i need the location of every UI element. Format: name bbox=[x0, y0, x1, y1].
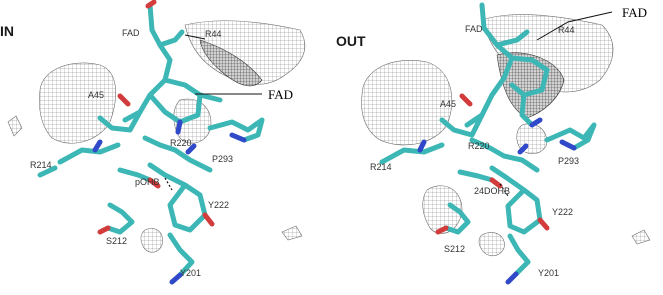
label-p293: P293 bbox=[212, 154, 234, 164]
density-mesh-small bbox=[479, 232, 504, 255]
density-mesh-left bbox=[362, 60, 452, 145]
structure-in-figure bbox=[0, 0, 331, 295]
callout-fad: FAD bbox=[268, 87, 294, 102]
label-y222: Y222 bbox=[552, 207, 574, 217]
label-ligand: pOHB bbox=[135, 177, 160, 187]
label-r44: R44 bbox=[205, 29, 222, 39]
label-s212: S212 bbox=[106, 236, 128, 246]
label-r220: R220 bbox=[468, 141, 490, 151]
structure-out-figure bbox=[332, 0, 663, 295]
label-fad-top: FAD bbox=[465, 24, 483, 34]
label-p293: P293 bbox=[558, 156, 580, 166]
density-mesh-tiny bbox=[282, 226, 302, 240]
label-r220: R220 bbox=[170, 138, 192, 148]
panel-in bbox=[0, 0, 331, 295]
label-r214: R214 bbox=[30, 160, 52, 170]
label-a45: A45 bbox=[440, 99, 457, 109]
label-y201: Y201 bbox=[538, 268, 560, 278]
density-mesh-tiny bbox=[632, 230, 650, 244]
label-y201: Y201 bbox=[180, 268, 202, 278]
panel-title: IN bbox=[0, 23, 14, 39]
panel-title: OUT bbox=[336, 33, 366, 49]
density-mesh-edge bbox=[8, 116, 22, 136]
label-r44: R44 bbox=[558, 25, 575, 35]
density-mesh-left bbox=[39, 63, 115, 143]
label-y222: Y222 bbox=[208, 200, 230, 210]
label-r214: R214 bbox=[370, 162, 392, 172]
label-s212: S212 bbox=[444, 244, 466, 254]
density-mesh-small bbox=[141, 228, 163, 252]
panel-out bbox=[332, 0, 663, 295]
label-a45: A45 bbox=[88, 90, 105, 100]
callout-fad: FAD bbox=[622, 5, 648, 20]
label-fad-top: FAD bbox=[122, 28, 140, 38]
label-ligand: 24DOHB bbox=[474, 186, 511, 196]
